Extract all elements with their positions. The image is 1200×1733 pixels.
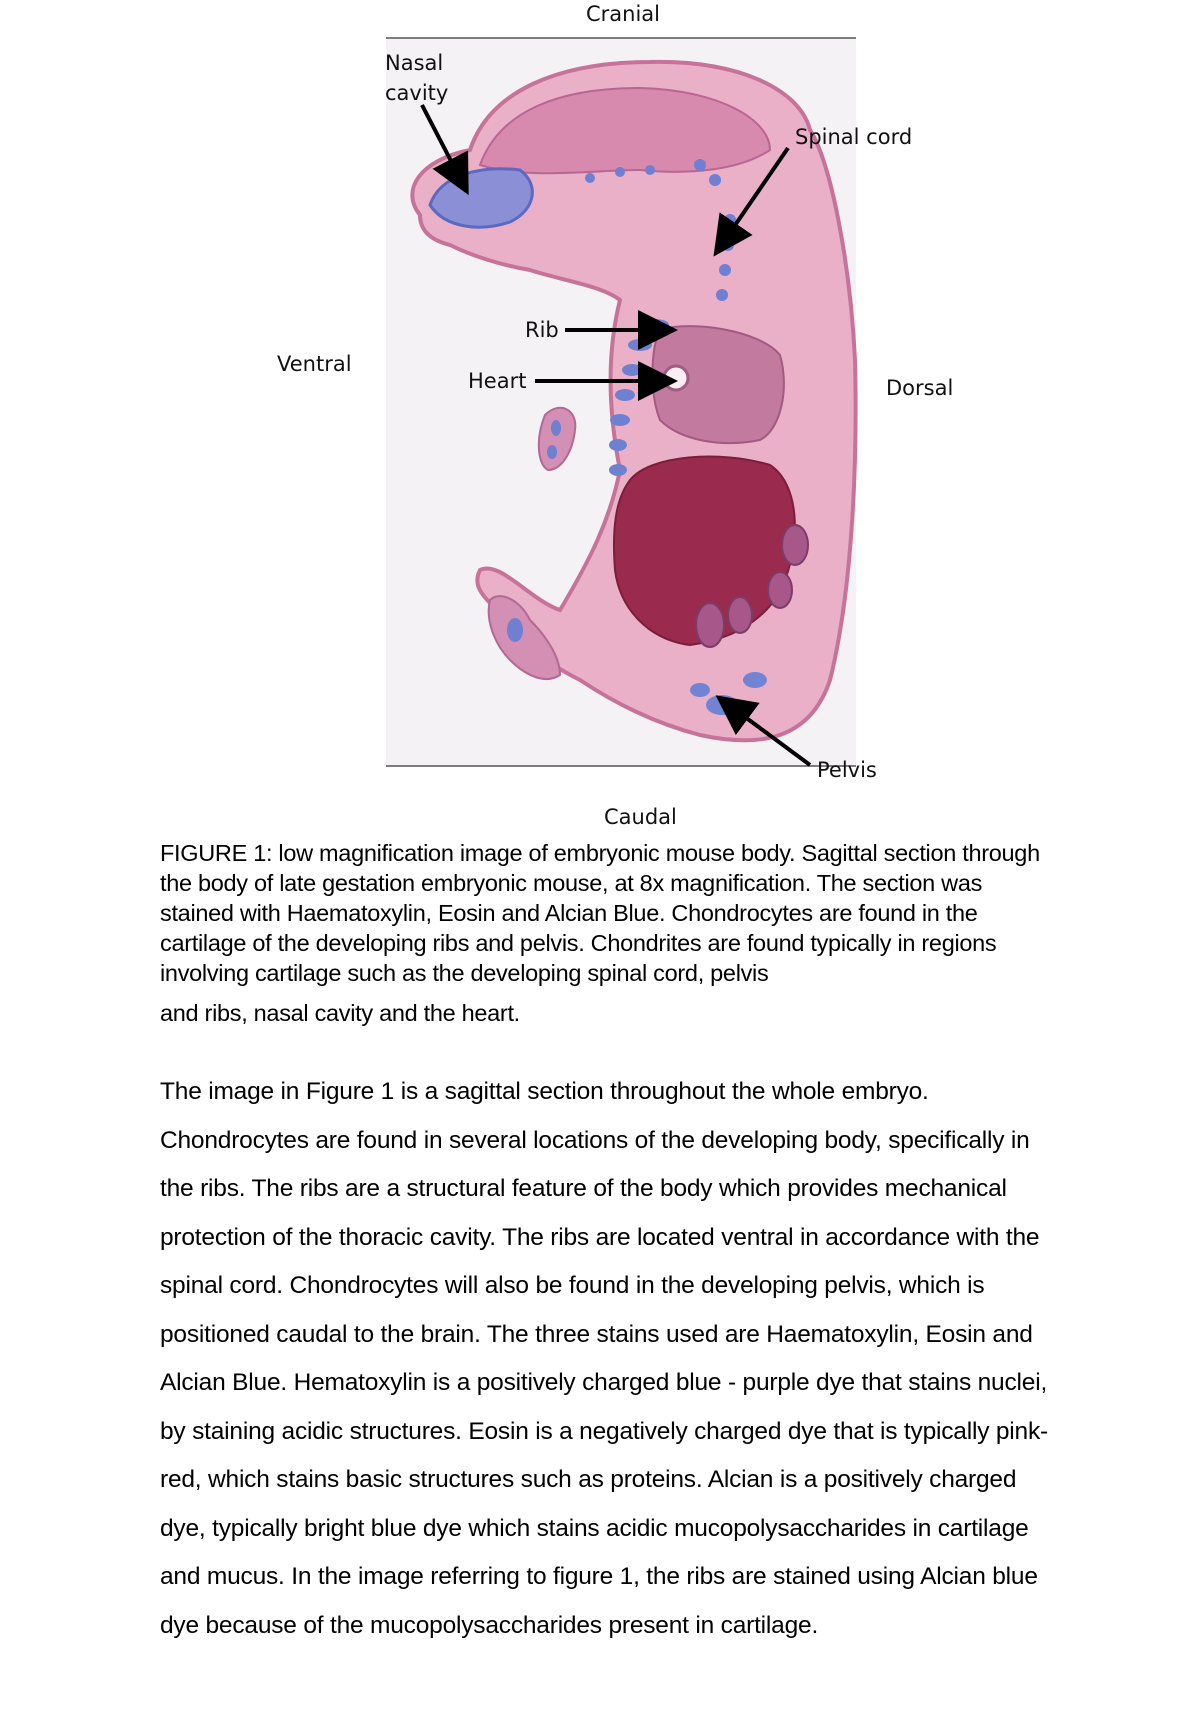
figure-caption — [160, 838, 1060, 1028]
heart-lumen — [664, 366, 688, 390]
ventral-label: Ventral — [277, 352, 352, 376]
rib-label: Rib — [525, 318, 559, 342]
body-paragraph-container — [160, 1068, 1060, 1650]
figure-1 — [0, 0, 1200, 840]
spinal-cord-label: Spinal cord — [795, 125, 913, 149]
caption-tail: and ribs, nasal cavity and the heart. — [160, 1000, 520, 1026]
heart-label: Heart — [468, 369, 527, 393]
pelvis-label: Pelvis — [817, 758, 877, 782]
histology-section-image — [0, 0, 1200, 840]
body-paragraph: The image in Figure 1 is a sagittal section throughout the whole embryo. Chondrocytes are found in several locations of the developing body, specifically in the ribs. The ribs are a structural feature of the body which provides mechanical protection of the thoracic cavity. The ribs are located ventral in accordance with the spinal cord. Chondrocytes will also be found in the developing pelvis, which is positioned caudal to the brain. The three stains used are Haematoxylin, Eosin and Alcian Blue. Hematoxylin is a positively charged blue - purple dye that stains nuclei, by staining acidic structures. Eosin is a negatively charged dye that is typically pink-red, which stains basic structures such as proteins. Alcian is a positively charged dye, typically bright blue dye which stains acidic mucopolysaccharides in cartilage and mucus. In the image referring to figure 1, the ribs are stained using Alcian blue dye because of the mucopolysaccharides present in cartilage. — [160, 1078, 1048, 1639]
caption-text: FIGURE 1: low magnification image of embryonic mouse body. Sagittal section through the body of late gestation embryonic mouse, at 8x magnification. The section was stained with Haematoxylin, Eosin and Alcian Blue. Chondrocytes are found in the cartilage of the developing ribs and pelvis. Chondrites are found typically in regions involving cartilage such as the developing spinal cord, pelvis — [160, 840, 1040, 986]
dorsal-label: Dorsal — [886, 376, 954, 400]
nasal-cavity-label: Nasal cavity — [385, 51, 449, 105]
cranial-label: Cranial — [586, 2, 661, 26]
caudal-label: Caudal — [604, 805, 677, 829]
